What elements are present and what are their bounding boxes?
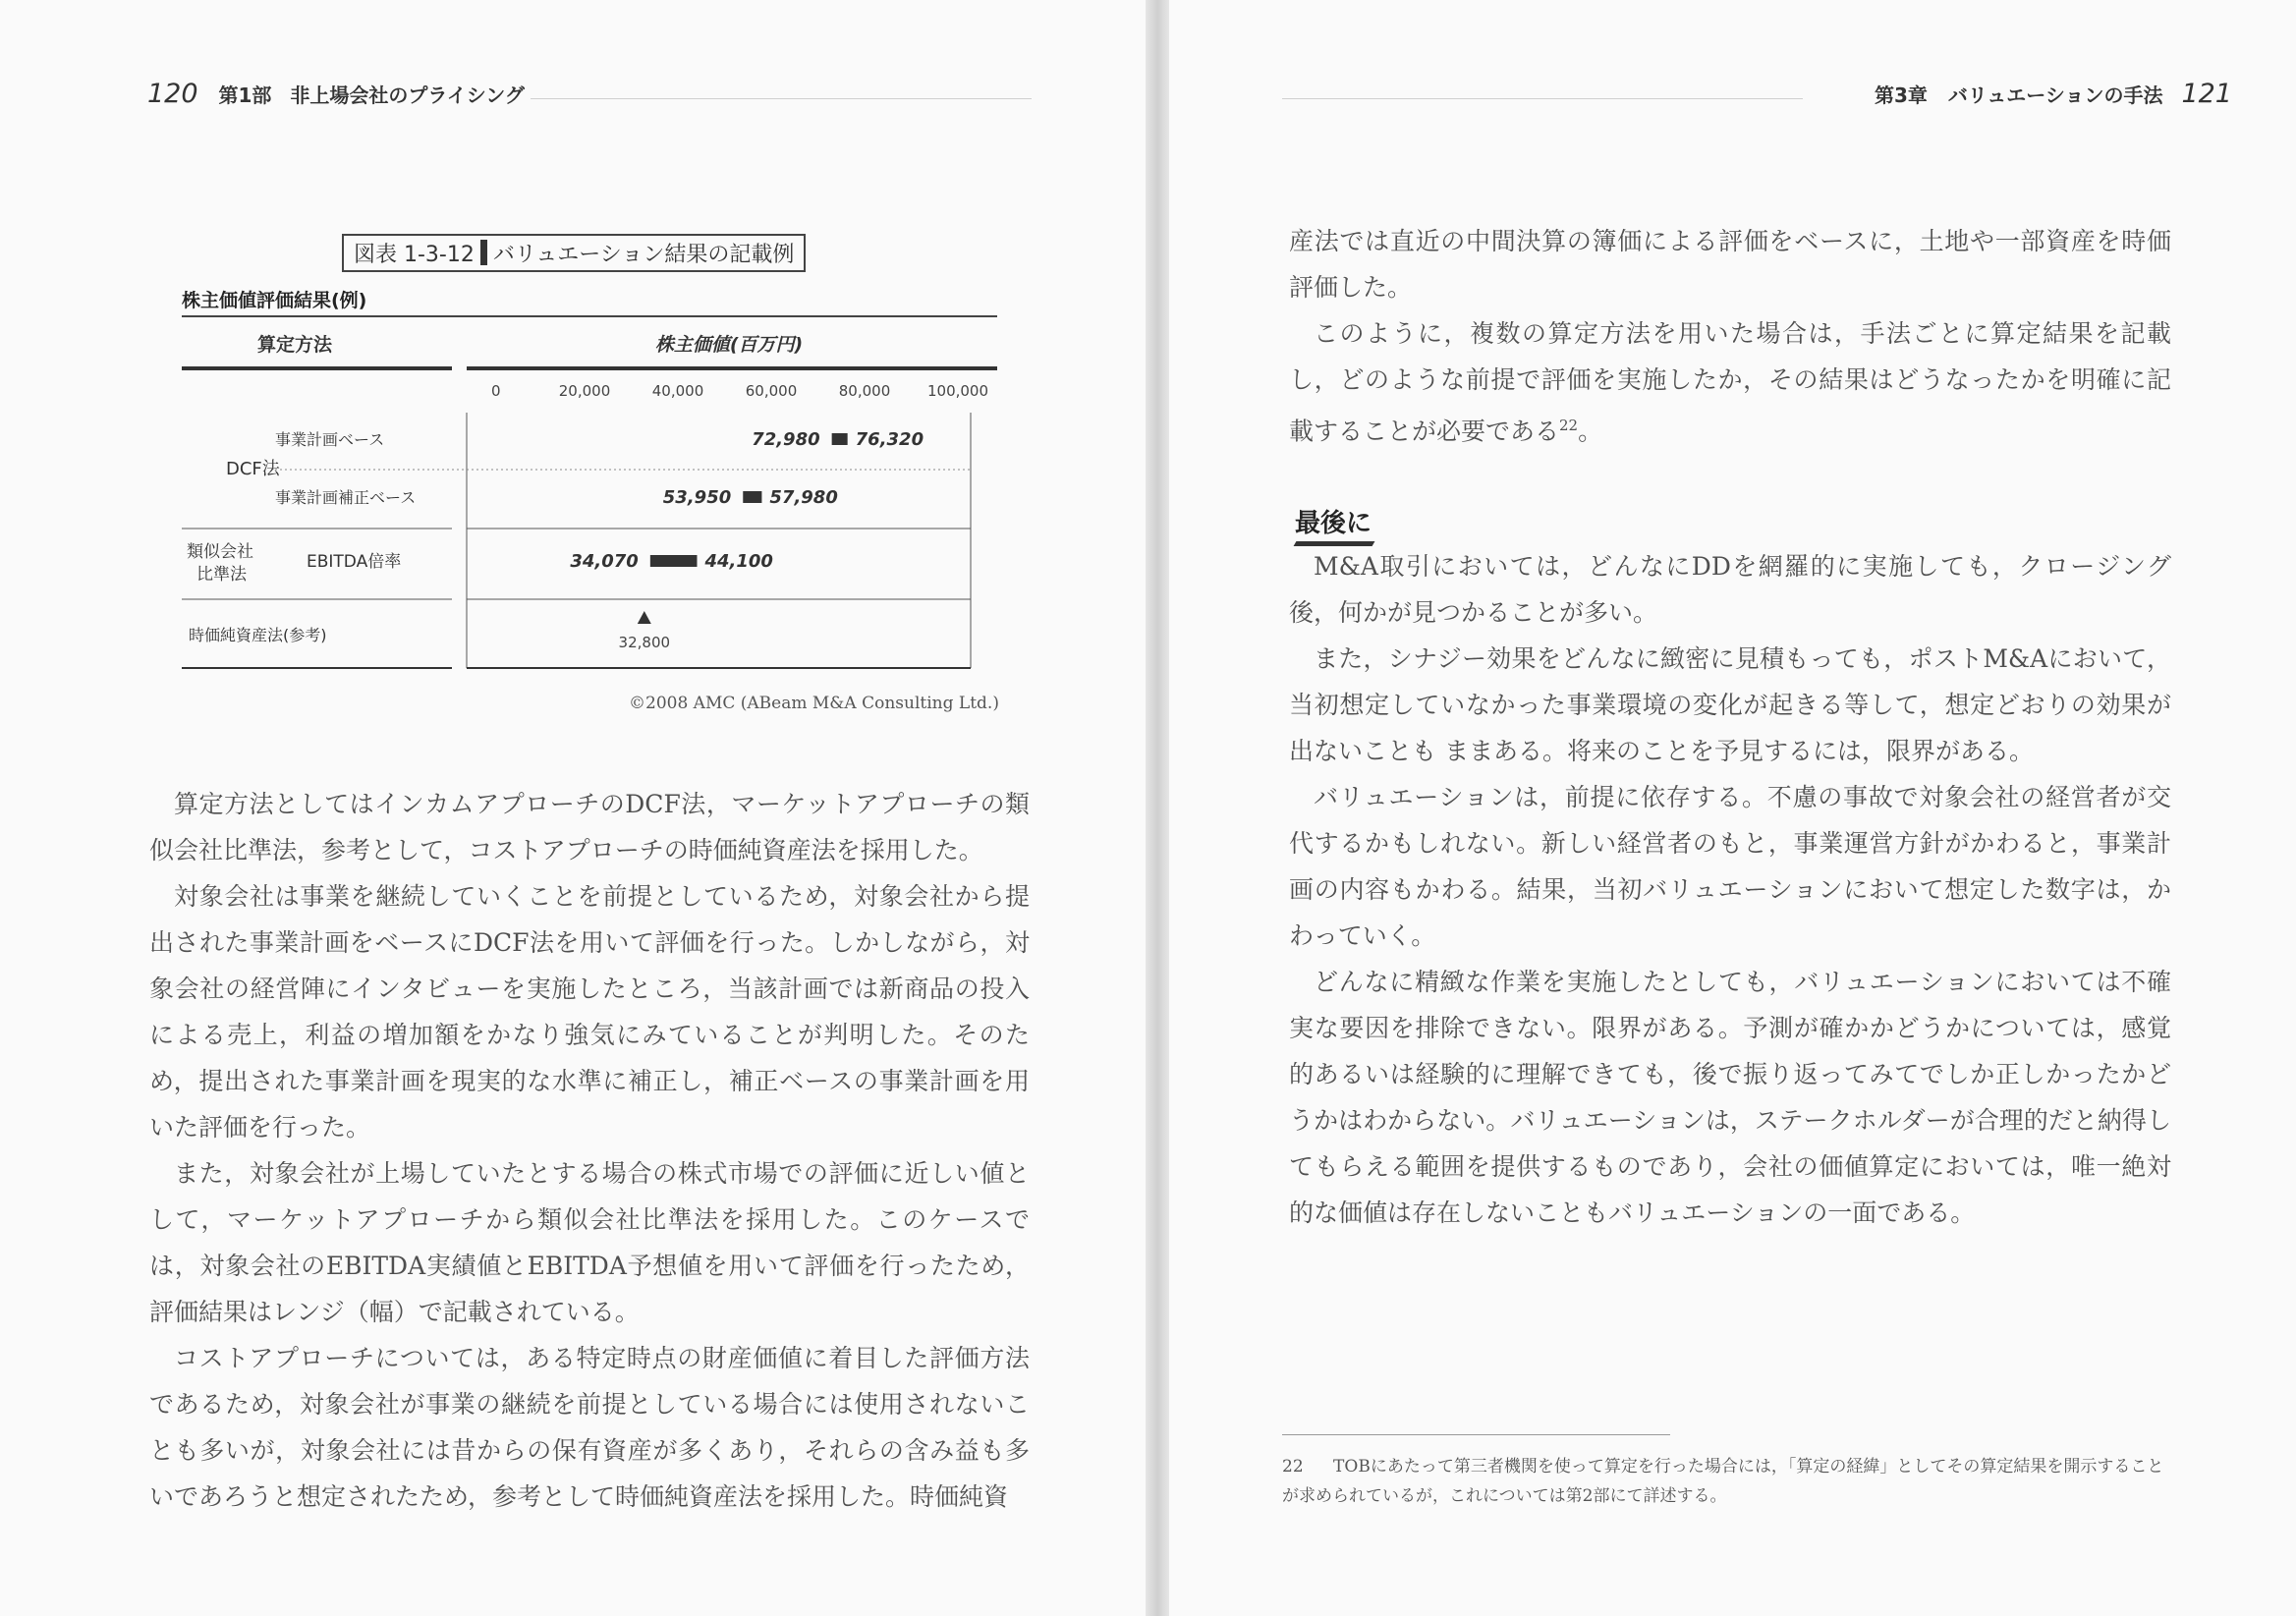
comp-group-line2: 比準法 <box>196 565 247 585</box>
x-tick-label: 60,000 <box>745 382 798 400</box>
paragraph: 産法では直近の中間決算の簿価による評価をベースに，土地や一部資産を時価評価した。 <box>1289 227 2171 302</box>
footnote-ref: 22 <box>1559 417 1579 434</box>
right-top-text <box>1289 218 2171 454</box>
footnote-number: 22 <box>1282 1457 1304 1477</box>
x-tick-label: 80,000 <box>838 382 891 400</box>
paragraph: M&A取引においては，どんなにDDを網羅的に実施しても，クロージング後，何かが見つかることが多い。 <box>1289 552 2171 627</box>
range-bar <box>832 433 848 445</box>
footnote-text: TOBにあたって第三者機関を使って算定を行った場合には，「算定の経緯」としてその算定結果を開示することが求められているが，これについては第2部にて詳述する。 <box>1282 1457 2164 1506</box>
range-high-label: 76,320 <box>855 429 924 450</box>
part-label: 第1部 <box>218 84 272 107</box>
figure-number: 図表 1-3-12 <box>354 243 475 267</box>
method-header: 算定方法 <box>256 334 333 356</box>
range-bar <box>743 491 761 503</box>
section-heading-text: 最後に <box>1295 509 1372 538</box>
dcf-row-adjusted: 事業計画補正ベース <box>275 488 417 507</box>
running-header-right <box>1875 79 2232 109</box>
range-low-label: 53,950 <box>662 487 732 508</box>
running-header-left <box>147 79 525 109</box>
paragraph: また，シナジー効果をどんなに緻密に見積もっても，ポストM&Aにおいて，当初想定していなかった事業環境の変化が起きる等して，想定どおりの効果が出ないことも ままある。将来のことを予見するには，限界がある。 <box>1289 644 2171 765</box>
chapter-title: バリュエーションの手法 <box>1947 84 2163 107</box>
point-label: 32,800 <box>618 634 671 651</box>
paragraph: バリュエーションは，前提に依存する。不慮の事故で対象会社の経営者が交代するかもしれない。新しい経営者のもと，事業運営方針がかわると，事業計画の内容もかわる。結果，当初バリュエーションにおいて想定した数字は，かわっていく。 <box>1289 783 2171 950</box>
figure-caption <box>342 234 806 272</box>
section-heading <box>1295 503 1373 546</box>
x-tick-label: 20,000 <box>558 382 611 400</box>
figure-title: バリュエーション結果の記載例 <box>492 243 795 267</box>
paragraph-end: 。 <box>1578 417 1603 446</box>
range-high-label: 44,100 <box>704 551 773 572</box>
range-low-label: 72,980 <box>752 429 820 450</box>
paragraph-text: このように，複数の算定方法を用いた場合は，手法ごとに算定結果を記載し，どのような前提で評価を実施したか，その結果はどうなったかを明確に記載することが必要である <box>1289 319 2171 446</box>
book-gutter <box>1146 0 1169 1616</box>
nav-row-label: 時価純資産法(参考) <box>189 626 327 644</box>
x-tick-label: 40,000 <box>651 382 704 400</box>
range-low-label: 34,070 <box>570 551 639 572</box>
paragraph: また，対象会社が上場していたとする場合の株式市場での評価に近しい値として，マーケットアプローチから類似会社比準法を採用した。このケースでは，対象会社のEBITDA実績値とEBITDA予想値を用いて評価を行ったため，評価結果はレンジ（幅）で記載されている。 <box>149 1159 1030 1326</box>
part-title: 非上場会社のプライシング <box>290 84 525 107</box>
left-page <box>0 0 1146 1616</box>
paragraph: 対象会社は事業を継続していくことを前提としているため，対象会社から提出された事業計画をベースにDCF法を用いて評価を行った。しかしながら，対象会社の経営陣にインタビューを実施したところ，当該計画では新商品の投入による売上，利益の増加額をかなり強気にみていることが判明した。そのため，提出された事業計画を現実的な水準に補正し，補正ベースの事業計画を用いた評価を行った。 <box>149 882 1030 1142</box>
value-header: 株主価値(百万円) <box>654 334 804 356</box>
page-number: 120 <box>147 79 198 109</box>
comp-group-line1: 類似会社 <box>187 542 253 562</box>
valuation-chart <box>177 285 1002 678</box>
x-tick-label: 0 <box>491 382 501 400</box>
table-title: 株主価値評価結果(例) <box>182 290 367 311</box>
range-bar <box>650 555 698 567</box>
footnote <box>1282 1452 2166 1511</box>
header-rule <box>1282 98 1803 99</box>
dcf-row-plan: 事業計画ベース <box>275 430 385 449</box>
header-rule <box>531 98 1032 99</box>
comp-row-ebitda: EBITDA倍率 <box>307 552 402 572</box>
point-marker <box>638 611 651 624</box>
left-body-text <box>149 781 1030 1520</box>
right-body-text <box>1289 543 2171 1236</box>
paragraph: コストアプローチについては，ある特定時点の財産価値に着目した評価方法であるため，対象会社が事業の継続を前提としている場合には使用されないことも多いが，対象会社には昔からの保有資産が多くあり，それらの含み益も多いであろうと想定されたため，参考として時価純資産法を採用した。時価純資 <box>149 1344 1030 1511</box>
paragraph: 算定方法としてはインカムアプローチのDCF法，マーケットアプローチの類似会社比準法，参考として，コストアプローチの時価純資産法を採用した。 <box>149 790 1030 864</box>
range-high-label: 57,980 <box>769 487 838 508</box>
page-number: 121 <box>2181 79 2232 109</box>
figure-copyright: ©2008 AMC (ABeam M&A Consulting Ltd.) <box>629 694 999 713</box>
paragraph <box>1289 310 2171 454</box>
footnote-rule <box>1282 1434 1670 1435</box>
right-page <box>1169 0 2296 1616</box>
paragraph: どんなに精緻な作業を実施したとしても，バリュエーションにおいては不確実な要因を排除できない。限界がある。予測が確かかどうかについては，感覚的あるいは経験的に理解できても，後で振り返ってみてでしか正しかったかどうかはわからない。バリュエーションは，ステークホルダーが合理的だと納得してもらえる範囲を提供するものであり，会社の価値算定においては，唯一絶対的な価値は存在しないこともバリュエーションの一面である。 <box>1289 968 2171 1227</box>
chapter-label: 第3章 <box>1874 84 1928 107</box>
x-tick-label: 100,000 <box>926 382 989 400</box>
dcf-group-label: DCF法 <box>226 459 280 479</box>
